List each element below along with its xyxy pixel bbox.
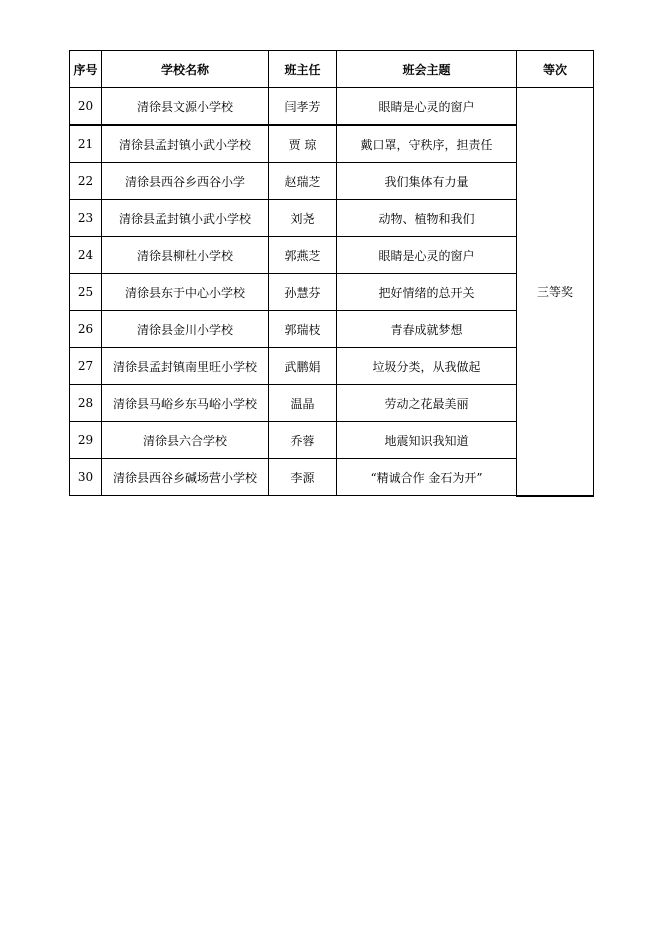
table-row <box>70 385 594 422</box>
row-index: 29 <box>70 422 102 459</box>
row-theme: 垃圾分类，从我做起 <box>337 348 517 385</box>
table-row <box>70 88 594 126</box>
row-index: 21 <box>70 125 102 163</box>
row-school: 清徐县金川小学校 <box>102 311 269 348</box>
row-school: 清徐县马峪乡东马峪小学校 <box>102 385 269 422</box>
awards-table <box>69 50 594 497</box>
row-theme: 我们集体有力量 <box>337 163 517 200</box>
header-school: 学校名称 <box>102 51 269 88</box>
row-index: 30 <box>70 459 102 496</box>
table-row <box>70 422 594 459</box>
row-teacher: 温晶 <box>269 385 337 422</box>
table-row <box>70 200 594 237</box>
row-teacher: 赵瑞芝 <box>269 163 337 200</box>
row-teacher: 闫孝芳 <box>269 88 337 126</box>
header-teacher: 班主任 <box>269 51 337 88</box>
row-teacher: 郭瑞枝 <box>269 311 337 348</box>
row-teacher: 乔蓉 <box>269 422 337 459</box>
row-index: 24 <box>70 237 102 274</box>
row-theme: 眼睛是心灵的窗户 <box>337 88 517 126</box>
row-index: 27 <box>70 348 102 385</box>
row-school: 清徐县西谷乡碱场营小学校 <box>102 459 269 496</box>
row-theme: 地震知识我知道 <box>337 422 517 459</box>
row-index: 26 <box>70 311 102 348</box>
row-teacher: 孙慧芬 <box>269 274 337 311</box>
row-school: 清徐县东于中心小学校 <box>102 274 269 311</box>
row-teacher: 武鹏娟 <box>269 348 337 385</box>
row-school: 清徐县柳杜小学校 <box>102 237 269 274</box>
table-row <box>70 459 594 496</box>
table-row <box>70 348 594 385</box>
row-teacher: 李源 <box>269 459 337 496</box>
table-row <box>70 274 594 311</box>
row-index: 23 <box>70 200 102 237</box>
header-row <box>70 51 594 88</box>
row-theme: 青春成就梦想 <box>337 311 517 348</box>
row-index: 20 <box>70 88 102 126</box>
row-teacher: 刘尧 <box>269 200 337 237</box>
row-theme: 眼睛是心灵的窗户 <box>337 237 517 274</box>
row-theme: 把好情绪的总开关 <box>337 274 517 311</box>
row-index: 25 <box>70 274 102 311</box>
header-rank: 等次 <box>517 51 594 88</box>
table-row <box>70 125 594 163</box>
table-row <box>70 163 594 200</box>
row-teacher: 贾 琼 <box>269 125 337 163</box>
row-school: 清徐县孟封镇南里旺小学校 <box>102 348 269 385</box>
row-theme: 劳动之花最美丽 <box>337 385 517 422</box>
header-index: 序号 <box>70 51 102 88</box>
row-school: 清徐县文源小学校 <box>102 88 269 126</box>
header-theme: 班会主题 <box>337 51 517 88</box>
table-row <box>70 311 594 348</box>
row-theme: 戴口罩，守秩序，担责任 <box>337 125 517 163</box>
row-index: 28 <box>70 385 102 422</box>
rank-cell: 三等奖 <box>517 88 594 496</box>
table-row <box>70 237 594 274</box>
row-school: 清徐县孟封镇小武小学校 <box>102 125 269 163</box>
row-teacher: 郭燕芝 <box>269 237 337 274</box>
row-theme: 动物、植物和我们 <box>337 200 517 237</box>
row-school: 清徐县六合学校 <box>102 422 269 459</box>
row-theme: “精诚合作 金石为开” <box>337 459 517 496</box>
row-index: 22 <box>70 163 102 200</box>
row-school: 清徐县西谷乡西谷小学 <box>102 163 269 200</box>
row-school: 清徐县孟封镇小武小学校 <box>102 200 269 237</box>
